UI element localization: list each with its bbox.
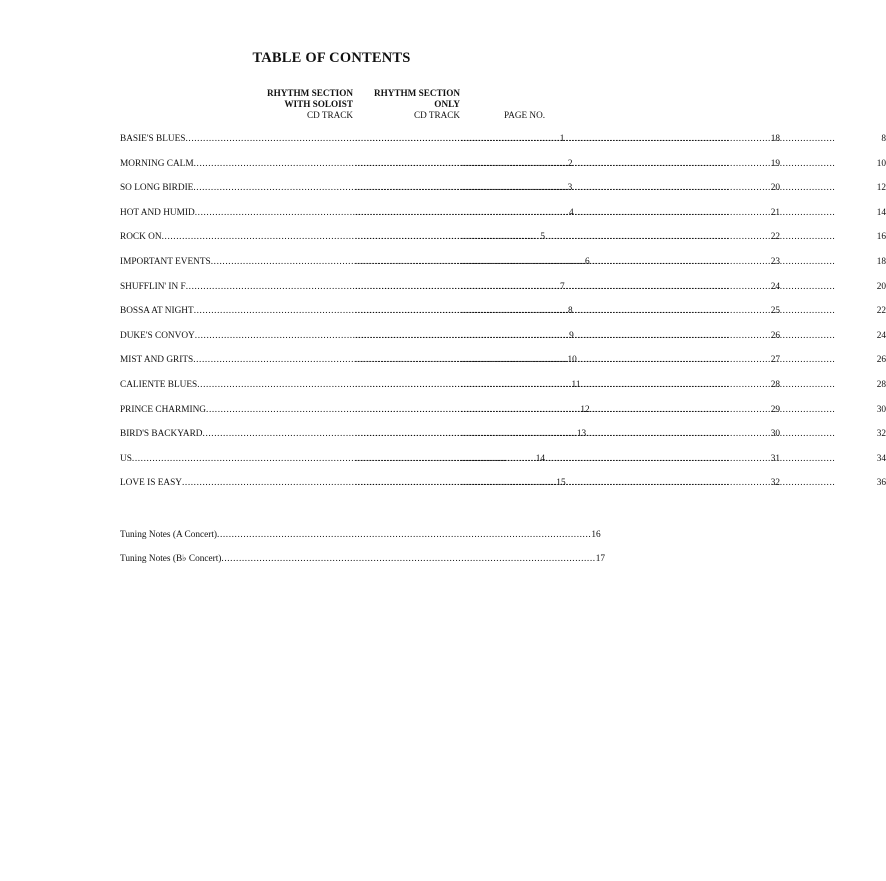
entry-number: 28 bbox=[876, 380, 886, 390]
entry-number: 6 bbox=[585, 257, 590, 267]
entry-number: 34 bbox=[876, 453, 886, 464]
page-leader bbox=[461, 353, 886, 367]
entry-number: 2 bbox=[567, 158, 573, 169]
toc-row bbox=[120, 230, 886, 244]
entry-number: 21 bbox=[770, 207, 780, 218]
entry-number: 32 bbox=[876, 429, 886, 440]
entry-title: BIRD'S BACKYARD bbox=[120, 429, 203, 440]
tuning-leader bbox=[120, 528, 601, 542]
toc-row bbox=[120, 403, 886, 417]
toc-row bbox=[120, 206, 886, 220]
entry-title: MORNING CALM bbox=[120, 158, 194, 169]
toc-row bbox=[120, 353, 886, 367]
page-leader bbox=[461, 304, 886, 318]
entry-number: 30 bbox=[770, 429, 780, 440]
header-col3: PAGE NO. bbox=[503, 110, 545, 120]
dot-leader bbox=[461, 476, 877, 490]
dot-leader bbox=[461, 452, 877, 466]
entry-number: 28 bbox=[770, 380, 780, 390]
entry-number: 22 bbox=[770, 232, 780, 243]
header-col2-line3: CD TRACK bbox=[413, 110, 460, 120]
entry-number: 16 bbox=[591, 530, 601, 540]
entry-number: 18 bbox=[770, 134, 780, 144]
entry-number: 1 bbox=[559, 134, 565, 144]
entry-number: 22 bbox=[876, 306, 886, 317]
entry-number: 20 bbox=[876, 281, 886, 292]
page-title: TABLE OF CONTENTS bbox=[252, 50, 411, 66]
header-rhythm-with-soloist bbox=[255, 88, 353, 121]
entry-number: 7 bbox=[560, 281, 565, 292]
dot-leader bbox=[461, 304, 877, 318]
toc-row bbox=[120, 280, 886, 294]
entry-title: IMPORTANT EVENTS bbox=[120, 257, 211, 267]
entry-number: 19 bbox=[770, 158, 780, 169]
entry-title: LOVE IS EASY bbox=[120, 478, 182, 489]
tuning-row bbox=[120, 528, 601, 542]
entry-title: BOSSA AT NIGHT bbox=[120, 306, 194, 317]
entry-number: 8 bbox=[881, 134, 886, 144]
entry-number: 36 bbox=[876, 478, 886, 489]
toc-row bbox=[120, 378, 886, 392]
header-col1-line1: RHYTHM SECTION bbox=[266, 88, 353, 98]
header-col2-line2: ONLY bbox=[434, 99, 460, 109]
dot-leader bbox=[461, 280, 877, 294]
page-leader bbox=[461, 427, 886, 441]
dot-leader bbox=[221, 552, 595, 566]
entry-number: 9 bbox=[569, 330, 574, 341]
page-leader bbox=[461, 181, 886, 195]
entry-number: 10 bbox=[876, 158, 886, 169]
toc-row bbox=[120, 157, 886, 171]
header-col1-line3: CD TRACK bbox=[306, 110, 353, 120]
page-leader bbox=[461, 329, 886, 343]
entry-number: 18 bbox=[876, 257, 886, 267]
dot-leader bbox=[461, 353, 877, 367]
header-page-no bbox=[470, 110, 545, 121]
entry-number: 15 bbox=[556, 478, 566, 489]
entry-title: HOT AND HUMID bbox=[120, 207, 195, 218]
toc-row bbox=[120, 427, 886, 441]
header-col2-line1: RHYTHM SECTION bbox=[373, 88, 460, 98]
entry-number: 24 bbox=[876, 330, 886, 341]
header-rhythm-only bbox=[362, 88, 460, 121]
entry-number: 31 bbox=[770, 453, 780, 464]
entry-number: 8 bbox=[568, 306, 573, 317]
entry-number: 12 bbox=[580, 404, 590, 415]
page-leader bbox=[461, 132, 886, 146]
entry-number: 3 bbox=[567, 183, 573, 194]
dot-leader bbox=[461, 378, 877, 392]
entry-title: SO LONG BIRDIE bbox=[120, 183, 194, 194]
entry-number: 17 bbox=[595, 554, 606, 564]
entry-title: DUKE'S CONVOY bbox=[120, 330, 195, 341]
dot-leader bbox=[217, 528, 591, 542]
dot-leader bbox=[461, 181, 877, 195]
entry-title: Tuning Notes (A Concert) bbox=[120, 530, 218, 540]
entry-title: Tuning Notes (B♭ Concert) bbox=[120, 554, 222, 564]
entry-number: 30 bbox=[876, 404, 886, 415]
toc-row bbox=[120, 181, 886, 195]
dot-leader bbox=[461, 403, 877, 417]
page-leader bbox=[461, 403, 886, 417]
entry-number: 11 bbox=[571, 380, 581, 390]
page-leader bbox=[461, 452, 886, 466]
entry-number: 27 bbox=[770, 355, 780, 366]
entry-number: 4 bbox=[569, 207, 574, 218]
entry-title: CALIENTE BLUES bbox=[120, 380, 198, 390]
toc-row bbox=[120, 132, 886, 146]
entry-number: 24 bbox=[770, 281, 780, 292]
entry-title: SHUFFLIN' IN F bbox=[120, 281, 186, 292]
dot-leader bbox=[461, 157, 877, 171]
entry-number: 13 bbox=[576, 429, 587, 440]
entry-number: 14 bbox=[535, 453, 545, 464]
entry-number: 5 bbox=[540, 232, 545, 243]
dot-leader bbox=[461, 427, 877, 441]
entry-number: 16 bbox=[876, 232, 886, 243]
header-col1-line2: WITH SOLOIST bbox=[284, 99, 353, 109]
dot-leader bbox=[461, 206, 877, 220]
toc-row bbox=[120, 329, 886, 343]
entry-number: 20 bbox=[770, 183, 780, 194]
dot-leader bbox=[461, 255, 877, 269]
toc-row bbox=[120, 304, 886, 318]
page-leader bbox=[461, 255, 886, 269]
tuning-leader bbox=[120, 552, 606, 566]
entry-number: 26 bbox=[876, 355, 886, 366]
dot-leader bbox=[461, 329, 877, 343]
entry-title: MIST AND GRITS bbox=[120, 355, 194, 366]
entry-number: 12 bbox=[876, 183, 886, 194]
toc-row bbox=[120, 476, 886, 490]
entry-title: US bbox=[120, 453, 132, 464]
entry-number: 26 bbox=[770, 330, 780, 341]
page-leader bbox=[461, 230, 886, 244]
page-leader bbox=[461, 157, 886, 171]
entry-number: 32 bbox=[770, 478, 780, 489]
entry-number: 29 bbox=[770, 404, 780, 415]
entry-number: 10 bbox=[567, 355, 577, 366]
toc-row bbox=[120, 452, 886, 466]
entry-number: 14 bbox=[876, 207, 886, 218]
entry-number: 25 bbox=[770, 306, 780, 317]
tuning-row bbox=[120, 552, 606, 566]
page-leader bbox=[461, 476, 886, 490]
page-leader bbox=[461, 206, 886, 220]
entry-title: BASIE'S BLUES bbox=[120, 134, 186, 144]
toc-row bbox=[120, 255, 886, 269]
entry-title: PRINCE CHARMING bbox=[120, 404, 207, 415]
page-leader bbox=[461, 280, 886, 294]
dot-leader bbox=[461, 132, 881, 146]
entry-number: 23 bbox=[770, 257, 780, 267]
dot-leader bbox=[461, 230, 877, 244]
entry-title: ROCK ON bbox=[120, 232, 162, 243]
page-leader bbox=[461, 378, 886, 392]
